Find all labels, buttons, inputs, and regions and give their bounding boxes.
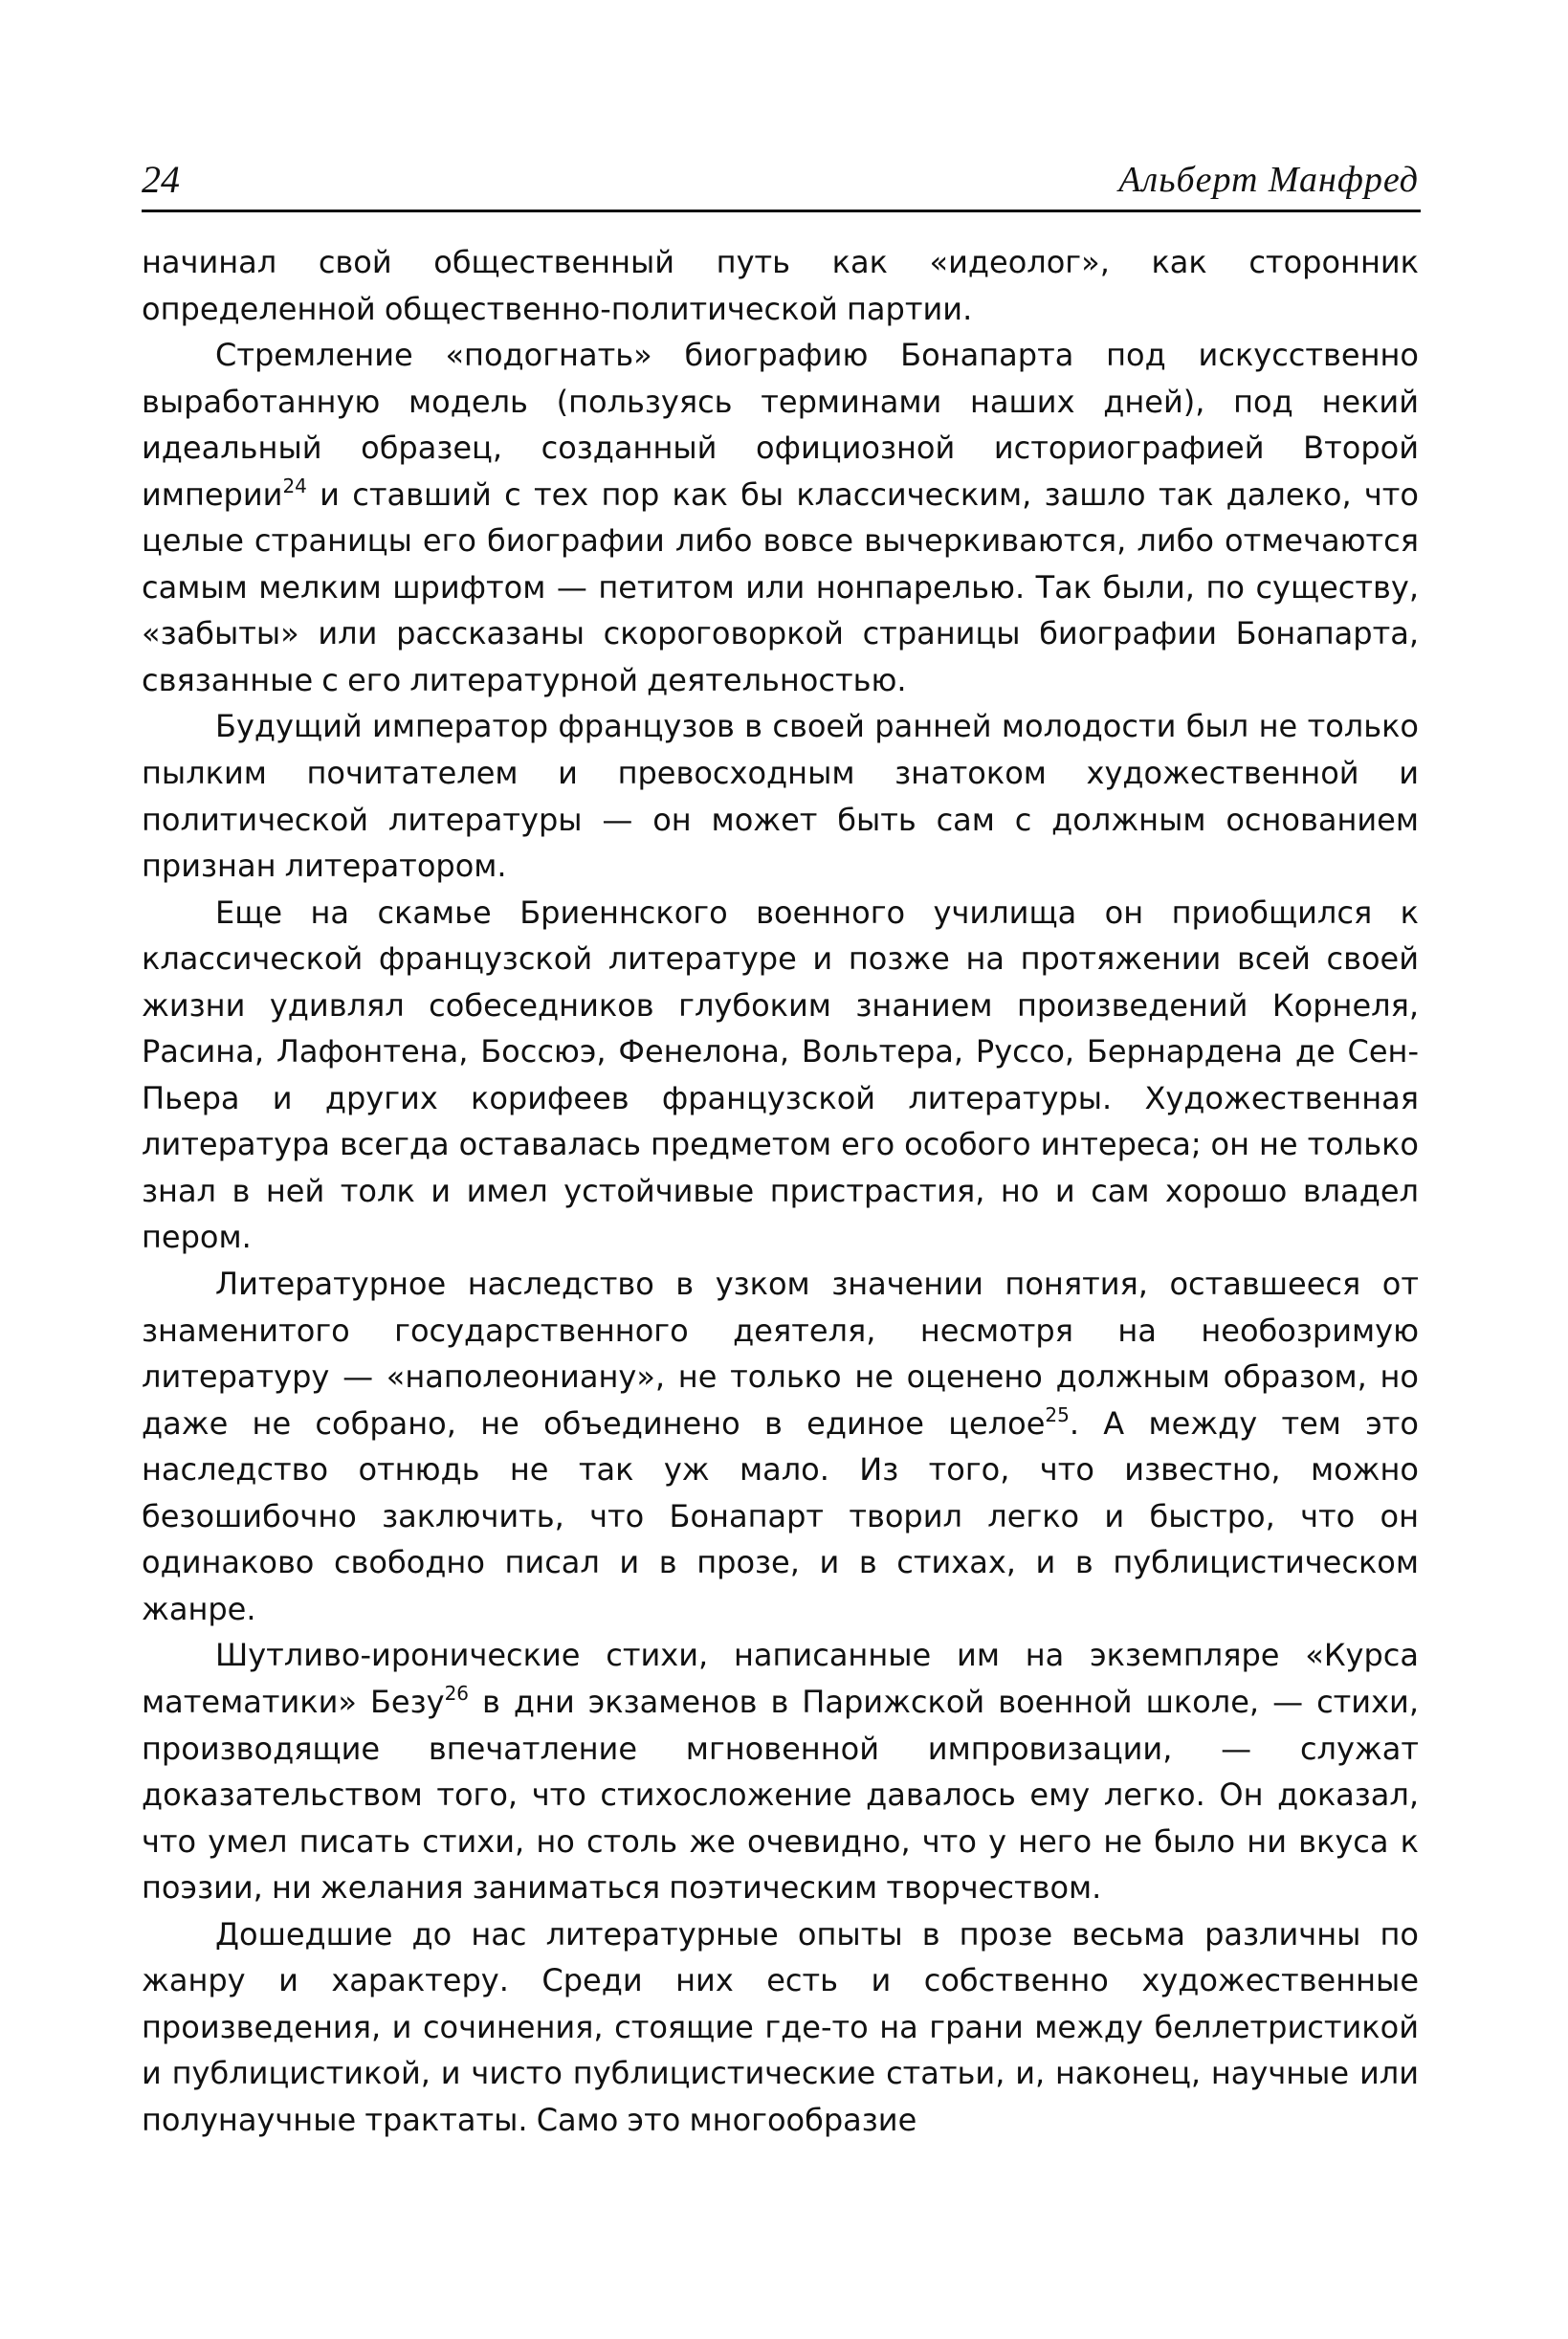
paragraph [142,239,1419,332]
header-rule [142,210,1421,212]
paragraph-text: в дни экзаменов в Парижской военной школе, — стихи, производящие впечатление мгновенной импровизации, — служат доказательством того, что стихосложение давалось ему легко. Он доказал, что умел писать стихи, но столь же очевидно, что у него не было ни вкуса к поэзии, ни желания заниматься поэтическим творчеством. [142,1683,1419,1907]
paragraph-text: Еще на скамье Бриеннского военного училища он приобщился к классической французской литературе и позже на протяжении всей своей жизни удивлял собеседников глубоким знанием произведений Корнеля, Расина, Лафонтена, Боссюэ, Фенелона, Вольтера, Руссо, Бернардена де Сен-Пьера и других корифеев французской литературы. Художественная литература всегда оставалась предметом его особого интереса; он не только знал в ней толк и имел устойчивые пристрастия, но и сам хорошо владел пером. [142,894,1419,1256]
page-number: 24 [142,158,180,201]
paragraph-text: Будущий император французов в своей ранней молодости был не только пылким почитателем и превосходным знатоком художественной и политической литературы — он может быть сам с должным основанием признан литератором. [142,708,1419,885]
paragraph [142,703,1419,889]
footnote-ref: 24 [282,474,307,497]
paragraph [142,890,1419,1261]
paragraph [142,1632,1419,1910]
body-text [142,239,1419,2315]
paragraph [142,1261,1419,1632]
paragraph-text: . А между тем это наследство отнюдь не так уж мало. Из того, что известно, можно безошибочно заключить, что Бонапарт творил легко и быстро, что он одинаково свободно писал и в прозе, и в стихах, и в публицистическом жанре. [142,1404,1419,1627]
paragraph-text: и ставший с тех пор как бы классическим, зашло так далеко, что целые страницы его биографии либо вовсе вычеркиваются, либо отмечаются самым мелким шрифтом — петитом или нонпарелью. Так были, по существу, «забыты» или рассказаны скороговоркой страницы биографии Бонапарта, связанные с его литературной деятельностью. [142,475,1419,698]
paragraph [142,332,1419,703]
running-head [142,153,1419,210]
running-head-author: Альберт Манфред [1118,160,1419,200]
footnote-ref: 26 [444,1681,470,1705]
paragraph-text: Дошедшие до нас литературные опыты в прозе весьма различны по жанру и характеру. Среди них есть и собственно художественные произведения, и сочинения, стоящие где-то на грани между беллетристикой и публицистикой, и чисто публицистические статьи, и, наконец, научные или полунаучные трактаты. Само это многообразие [142,1915,1419,2138]
paragraph-text: Стремление «подогнать» биографию Бонапарта под искусственно выработанную модель (пользуясь терминами наших дней), под некий идеальный образец, созданный официозной историографией Второй империи [142,337,1419,513]
paragraph [142,1911,1419,2144]
paragraph-text: начинал свой общественный путь как «идеолог», как сторонник определенной общественно-политической партии. [142,244,1419,327]
footnote-ref: 25 [1045,1402,1070,1426]
paragraph-text: Литературное наследство в узком значении понятия, оставшееся от знаменитого государственного деятеля, несмотря на необозримую литературу — «наполеониану», не только не оценено должным образом, но даже не собрано, не объединено в единое целое [142,1266,1419,1442]
paragraph-text: Шутливо-иронические стихи, написанные им на экземпляре «Курса математики» Безу [142,1637,1419,1720]
